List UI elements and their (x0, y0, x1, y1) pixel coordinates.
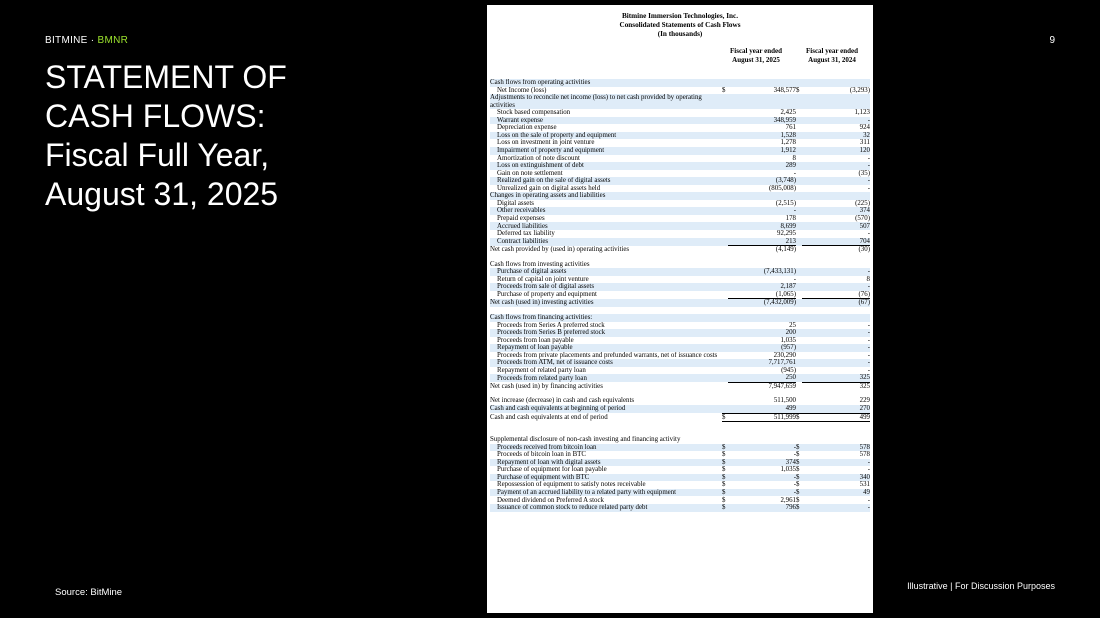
value-2024: - (867, 351, 870, 359)
value-2024 (802, 94, 870, 109)
row-label: Proceeds from Series A preferred stock (497, 321, 605, 329)
value-2025: 1,528 (728, 132, 796, 140)
table-row (490, 291, 870, 299)
table-row (490, 170, 870, 178)
value-2024: 325 (802, 374, 870, 382)
column-header-2025: Fiscal year ended August 31, 2025 (730, 47, 782, 64)
value-2025: 348,577 (773, 86, 796, 94)
value-2025: (2,515) (775, 199, 796, 207)
statement-title: Consolidated Statements of Cash Flows (619, 21, 741, 29)
value-2025 (728, 79, 796, 87)
value-2025: 2,425 (780, 109, 796, 117)
spacer-cell (490, 422, 870, 430)
spacer-cell (490, 254, 870, 261)
table-row (490, 444, 870, 452)
row-label: Digital assets (497, 199, 534, 207)
value-2024: 270 (802, 405, 870, 413)
row-label: Contract liabilities (490, 238, 722, 246)
currency-symbol-2024: $ (796, 504, 802, 512)
company-name: Bitmine Immersion Technologies, Inc. (621, 12, 738, 20)
table-row (490, 215, 870, 223)
value-2024: (76) (802, 291, 870, 299)
value-2025: - (793, 451, 796, 459)
value-2024: 32 (802, 132, 870, 140)
table-row (490, 238, 870, 246)
spacer-cell (490, 429, 870, 436)
value-2024: - (802, 344, 870, 352)
value-2025: - (793, 481, 796, 489)
currency-symbol-2025: $ (722, 481, 726, 489)
currency-symbol-2024: $ (796, 444, 802, 452)
table-row (490, 329, 870, 337)
value-2024: 578 (859, 451, 870, 459)
table-row (490, 504, 870, 512)
value-2024 (802, 192, 870, 200)
spacer-row (490, 422, 870, 430)
row-label: Return of capital on joint venture (497, 275, 589, 283)
currency-symbol-2024: $ (796, 466, 800, 474)
value-2025: 8 (792, 154, 796, 162)
currency-symbol-2024: $ (796, 474, 802, 482)
value-2024: 1,123 (854, 109, 870, 117)
value-2024: - (867, 496, 870, 504)
value-2025: - (728, 207, 796, 215)
currency-symbol-2025: $ (722, 466, 726, 474)
value-2025: (805,008) (769, 184, 796, 192)
row-label: Warrant expense (490, 117, 722, 125)
currency-symbol-2025: $ (722, 489, 728, 497)
value-2024: - (802, 117, 870, 125)
table-row (490, 322, 870, 330)
currency-symbol-2025: $ (722, 459, 728, 467)
value-2024: 340 (802, 474, 870, 482)
value-2024: - (867, 321, 870, 329)
value-2024 (802, 261, 870, 269)
spacer-row (490, 254, 870, 261)
brand-separator: · (90, 35, 95, 46)
row-label: Purchase of property and equipment (497, 291, 597, 299)
brand-ticker: BMNR (97, 35, 129, 46)
document-header (487, 5, 873, 39)
row-label: Purchase of digital assets (490, 268, 722, 276)
row-label: Repossession of equipment to satisfy notes receivable (497, 481, 646, 489)
row-label: Net Income (loss) (497, 86, 547, 94)
value-2024: 924 (859, 124, 870, 132)
table-row (490, 276, 870, 284)
currency-symbol-2024: $ (796, 451, 800, 459)
value-2024: 507 (802, 222, 870, 230)
row-label: Proceeds from ATM, net of issuance costs (490, 359, 722, 367)
value-2024: (35) (858, 169, 870, 177)
spacer-row (490, 429, 870, 436)
currency-symbol-2025: $ (722, 496, 726, 504)
table-row (490, 132, 870, 140)
table-row (490, 207, 870, 215)
table-row (490, 192, 870, 200)
value-2024: - (867, 366, 870, 374)
currency-symbol-2024: $ (796, 413, 802, 422)
row-label: Realized gain on the sale of digital assets (490, 177, 722, 185)
row-label: Unrealized gain on digital assets held (497, 184, 601, 192)
table-row (490, 87, 870, 95)
row-label: Cash and cash equivalents at beginning of period (490, 405, 722, 413)
row-label: Net cash (used in) by financing activities (490, 382, 603, 390)
value-2024 (802, 314, 870, 322)
table-row (490, 352, 870, 360)
value-2024: (3,293) (849, 86, 870, 94)
table-row (490, 185, 870, 193)
table-row (490, 466, 870, 474)
statement-units: (In thousands) (657, 30, 703, 38)
column-header-2024: Fiscal year ended August 31, 2024 (806, 47, 858, 64)
table-row (490, 200, 870, 208)
table-row (490, 147, 870, 155)
value-2024: 704 (802, 238, 870, 246)
brand-company: BITMINE (45, 35, 88, 46)
table-row (490, 230, 870, 238)
currency-symbol-2024: $ (796, 481, 800, 489)
cash-flow-table-body (490, 79, 870, 512)
value-2024: 120 (802, 147, 870, 155)
spacer-row (490, 307, 870, 314)
table-row (490, 397, 870, 405)
value-2024: - (802, 177, 870, 185)
value-2025: (4,149) (775, 246, 796, 254)
table-row (490, 139, 870, 147)
value-2025: (3,748) (728, 177, 796, 185)
page-number: 9 (1049, 35, 1055, 46)
table-row (490, 474, 870, 482)
value-2024: - (867, 230, 870, 238)
value-2024: - (802, 329, 870, 337)
row-label: Supplemental disclosure of non-cash investing and financing activity (490, 436, 681, 444)
table-row (490, 382, 870, 390)
table-row (490, 109, 870, 117)
row-label: Other receivables (490, 207, 722, 215)
row-label: Amortization of note discount (497, 154, 580, 162)
row-label: Proceeds from private placements and prefunded warrants, net of issuance costs (497, 351, 718, 359)
table-row (490, 451, 870, 459)
value-2025: 8,699 (728, 222, 796, 230)
value-2024: (30) (858, 246, 870, 254)
value-2025 (728, 261, 796, 269)
row-label: Proceeds from sale of digital assets (490, 283, 722, 291)
value-2025: 348,959 (728, 117, 796, 125)
currency-symbol-2025: $ (722, 86, 726, 94)
value-2025: 511,500 (773, 397, 796, 405)
table-row (490, 124, 870, 132)
cash-flow-statement-document (487, 5, 873, 613)
currency-symbol-2024: $ (796, 459, 802, 467)
value-2025: 2,961 (780, 496, 796, 504)
value-2025: (957) (728, 344, 796, 352)
row-label: Cash and cash equivalents at end of period (490, 413, 608, 421)
table-row (490, 496, 870, 504)
value-2025 (728, 314, 796, 322)
value-2024: 311 (859, 139, 870, 147)
value-2025: (1,065) (728, 291, 796, 299)
row-label: Depreciation expense (497, 124, 557, 132)
row-label: Gain on note settlement (497, 169, 563, 177)
value-2025: 796 (728, 504, 796, 512)
row-label: Loss on extinguishment of debt (490, 162, 722, 170)
value-2024: 49 (802, 489, 870, 497)
value-2025: 1,278 (780, 139, 796, 147)
table-row (490, 344, 870, 352)
spacer-cell (490, 307, 870, 314)
row-label: Proceeds from Series B preferred stock (490, 329, 722, 337)
table-row (490, 489, 870, 497)
currency-symbol-2025: $ (722, 413, 728, 422)
value-2025: (945) (781, 366, 796, 374)
value-2025: - (728, 444, 796, 452)
value-2024: 531 (859, 481, 870, 489)
table-row (490, 299, 870, 307)
row-label: Repayment of loan payable (490, 344, 722, 352)
value-2025: 1,912 (728, 147, 796, 155)
row-label: Accrued liabilities (490, 222, 722, 230)
table-row (490, 94, 870, 109)
table-row (490, 268, 870, 276)
value-2025 (728, 192, 796, 200)
value-2024: 374 (802, 207, 870, 215)
brand-header (45, 35, 128, 46)
slide-title: STATEMENT OF CASH FLOWS: Fiscal Full Year, August 31, 2025 (45, 59, 287, 212)
disclaimer: Illustrative | For Discussion Purposes (907, 581, 1055, 591)
source-note: Source: BitMine (55, 587, 123, 598)
value-2024: - (802, 268, 870, 276)
value-2025: 7,717,761 (728, 359, 796, 367)
value-2025: 230,290 (773, 351, 796, 359)
row-label: Cash flows from investing activities (490, 260, 590, 268)
table-row (490, 405, 870, 413)
row-label: Proceeds of bitcoin loan in BTC (497, 451, 586, 459)
value-2025: 1,035 (780, 336, 796, 344)
value-2025: 213 (728, 238, 796, 246)
table-row (490, 283, 870, 291)
currency-symbol-2024: $ (796, 496, 800, 504)
value-2025: 25 (789, 321, 796, 329)
row-label: Loss on the sale of property and equipment (490, 132, 722, 140)
row-label: Deferred tax liability (497, 230, 555, 238)
row-label: Proceeds received from bitcoin loan (490, 444, 722, 452)
value-2024: 578 (802, 444, 870, 452)
row-label: Deemed dividend on Preferred A stock (497, 496, 604, 504)
row-label: Adjustments to reconcile net income (loss) to net cash provided by operating activities (490, 94, 722, 109)
column-headers (487, 47, 873, 79)
value-2024 (802, 436, 870, 444)
cash-flow-table (490, 79, 870, 512)
value-2024: - (802, 504, 870, 512)
value-2025: 289 (728, 162, 796, 170)
value-2025: - (728, 474, 796, 482)
table-row (490, 162, 870, 170)
table-row (490, 359, 870, 367)
value-2025: 499 (728, 405, 796, 413)
value-2024 (802, 79, 870, 87)
row-label: Purchase of equipment with BTC (490, 474, 722, 482)
table-row (490, 481, 870, 489)
row-label: Proceeds from related party loan (490, 374, 722, 382)
currency-symbol-2025: $ (722, 504, 728, 512)
value-2024: - (867, 154, 870, 162)
value-2024: 8 (866, 275, 870, 283)
row-label: Net cash provided by (used in) operating activities (490, 245, 630, 253)
table-row (490, 246, 870, 254)
value-2025: 374 (728, 459, 796, 467)
value-2025: - (728, 489, 796, 497)
table-row (490, 367, 870, 375)
value-2025 (728, 436, 796, 444)
value-2024: - (867, 466, 870, 474)
currency-symbol-2025: $ (722, 444, 728, 452)
value-2024: - (802, 459, 870, 467)
value-2025: 92,295 (777, 230, 796, 238)
value-2024: 229 (859, 397, 870, 405)
row-label: Repayment of related party loan (497, 366, 586, 374)
spacer-row (490, 390, 870, 397)
table-row (490, 177, 870, 185)
value-2025: 200 (728, 329, 796, 337)
value-2025: 7,947,659 (768, 382, 796, 390)
row-label: Issuance of common stock to reduce related party debt (490, 504, 722, 512)
value-2025: 250 (728, 374, 796, 382)
row-label: Loss on investment in joint venture (497, 139, 595, 147)
value-2024: - (802, 162, 870, 170)
row-label: Stock based compensation (497, 109, 571, 117)
currency-symbol-2024: $ (796, 489, 802, 497)
table-row (490, 155, 870, 163)
value-2024: (570) (855, 214, 870, 222)
value-2025: (7,432,009) (728, 299, 796, 307)
table-row (490, 436, 870, 444)
row-label: Repayment of loan with digital assets (490, 459, 722, 467)
row-label: Cash flows from operating activities (490, 79, 722, 87)
value-2025: - (793, 169, 796, 177)
value-2024: (225) (855, 199, 870, 207)
currency-symbol-2025: $ (722, 451, 726, 459)
row-label: Net cash (used in) investing activities (490, 299, 722, 307)
table-row (490, 117, 870, 125)
row-label: Changes in operating assets and liabilities (490, 192, 722, 200)
value-2025: (7,433,131) (728, 268, 796, 276)
table-row (490, 374, 870, 382)
value-2024: - (867, 184, 870, 192)
value-2024: 499 (802, 413, 870, 422)
table-row (490, 79, 870, 87)
value-2025: 511,999 (728, 413, 796, 422)
row-label: Prepaid expenses (497, 214, 545, 222)
table-row (490, 314, 870, 322)
row-label: Impairment of property and equipment (490, 147, 722, 155)
value-2025 (728, 94, 796, 109)
table-row (490, 261, 870, 269)
row-label: Net increase (decrease) in cash and cash equivalents (490, 397, 635, 405)
table-row (490, 459, 870, 467)
value-2024: - (802, 359, 870, 367)
currency-symbol-2025: $ (722, 474, 728, 482)
row-label: Purchase of equipment for loan payable (497, 466, 607, 474)
value-2024: - (867, 336, 870, 344)
value-2024: (67) (802, 299, 870, 307)
value-2025: 1,035 (780, 466, 796, 474)
value-2024: - (802, 283, 870, 291)
spacer-cell (490, 390, 870, 397)
currency-symbol-2024: $ (796, 86, 800, 94)
row-label: Payment of an accrued liability to a related party with equipment (490, 489, 722, 497)
value-2024: 325 (859, 382, 870, 390)
table-row (490, 413, 870, 422)
row-label: Proceeds from loan payable (497, 336, 574, 344)
value-2025: 2,187 (728, 283, 796, 291)
value-2025: 761 (785, 124, 796, 132)
table-row (490, 337, 870, 345)
row-label: Cash flows from financing activities: (490, 314, 722, 322)
table-row (490, 222, 870, 230)
value-2025: 178 (785, 214, 796, 222)
value-2025: - (793, 275, 796, 283)
